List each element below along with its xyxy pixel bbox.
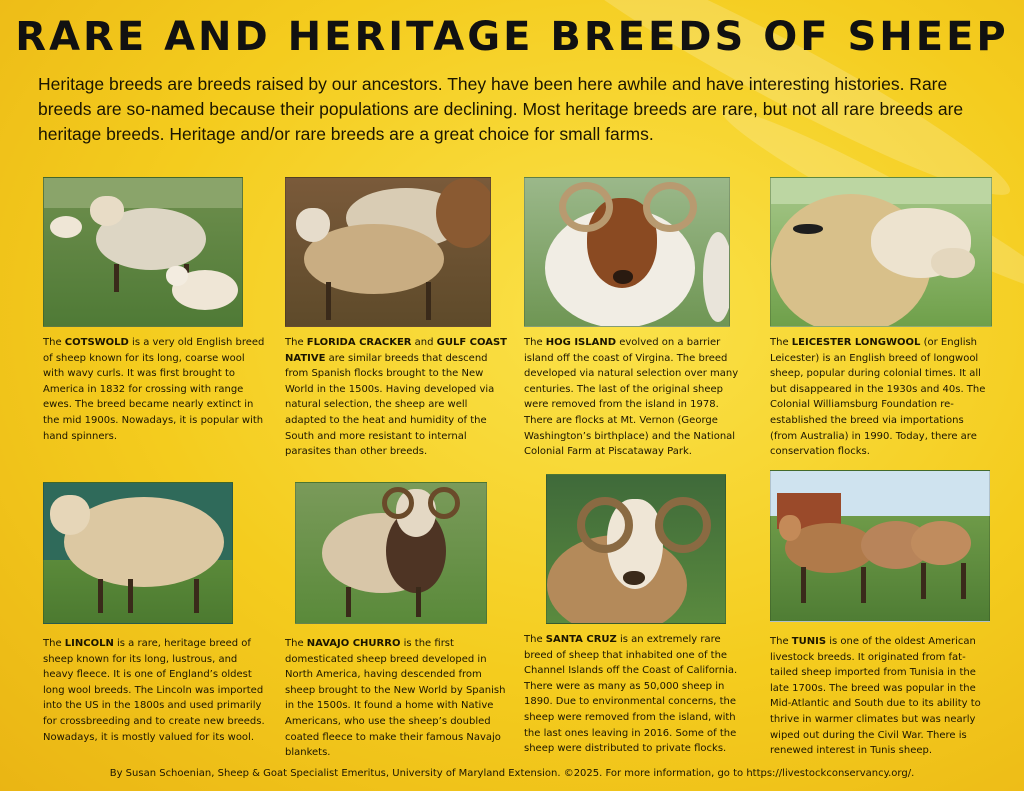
- breed-card-santa-cruz: [524, 474, 746, 757]
- lincoln-photo: [43, 482, 233, 624]
- florida-cracker-caption: The FLORIDA CRACKER and GULF COAST NATIVE are similar breeds that descend from Spanish flocks brought to the New World in the 1500s. Having developed via natural selection, the sheep are well adapted to the heat and humidity of the South and more resistant to internal parasites than other breeds.: [285, 337, 507, 458]
- hog-island-photo: [524, 177, 730, 327]
- breed-card-cotswold: [43, 177, 265, 444]
- florida-cracker-photo: [285, 177, 491, 327]
- breed-card-florida-cracker: [285, 177, 507, 460]
- page-title: RARE AND HERITAGE BREEDS OF SHEEP: [15, 14, 1009, 60]
- hog-island-caption: The HOG ISLAND evolved on a barrier island off the coast of Virgina. The breed developed via natural selection over many centuries. The last of the original sheep were removed from the island in 1978. There are flocks at Mt. Vernon (George Washington’s birthplace) and the National Colonial Farm at Piscataway Park.: [524, 337, 739, 458]
- leicester-longwool-photo: [770, 177, 992, 327]
- breed-card-tunis: [770, 470, 992, 759]
- lincoln-caption: The LINCOLN is a rare, heritage breed of sheep known for its long, lustrous, and heavy fleece. It is one of England’s oldest long wool breeds. The Lincoln was imported into the US in the 1800s and used primarily for crossbreeding and to create new breeds. Nowadays, it is mostly valued for its wool.: [43, 638, 265, 743]
- breed-card-hog-island: [524, 177, 746, 460]
- leicester-longwool-caption: The LEICESTER LONGWOOL (or English Leicester) is an English breed of longwool sheep, popular during colonial times. It all but disappeared in the 1930s and 40s. The Colonial Williamsburg Foundation re-established the breed via importations (from Australia) in 1990. Today, there are conservation flocks.: [770, 337, 986, 458]
- navajo-churro-photo: [295, 482, 487, 624]
- breed-card-navajo-churro: [285, 482, 507, 761]
- santa-cruz-photo: [546, 474, 726, 624]
- santa-cruz-caption: The SANTA CRUZ is an extremely rare breed of sheep that inhabited one of the Channel Islands off the Coast of California. There were as many as 50,000 sheep in 1890. Due to environmental concerns, the sheep were removed from the island, with the last ones leaving in 2016. Some of the sheep were distributed to private flocks.: [524, 634, 738, 755]
- breed-card-lincoln: [43, 482, 265, 745]
- footer-credit: By Susan Schoenian, Sheep & Goat Specialist Emeritus, University of Maryland Extension. ©2025. For more information, go to https://livestockconservancy.org/.: [109, 768, 915, 779]
- tunis-caption: The TUNIS is one of the oldest American livestock breeds. It originated from fat-tailed sheep imported from Tunisia in the late 1700s. The breed was popular in the Mid-Atlantic and South due to its ability to thrive in warmer climates but was nearly wiped out during the Civil War. There is renewed interest in Tunis sheep.: [770, 636, 981, 757]
- navajo-churro-caption: The NAVAJO CHURRO is the first domesticated sheep breed developed in North America, having descended from sheep brought to the New World by Spanish in the 1500s. It found a home with Native Americans, who use the sheep’s doubled coated fleece to make their famous Navajo blankets.: [285, 638, 506, 759]
- intro-paragraph: Heritage breeds are breeds raised by our ancestors. They have been here awhile and have interesting histories. Rare breeds are so-named because their populations are declining. Most heritage breeds are rare, but not all rare breeds are heritage breeds. Heritage and/or rare breeds are a great choice for small farms.: [38, 74, 964, 144]
- cotswold-caption: The COTSWOLD is a very old English breed of sheep known for its long, coarse wool with wavy curls. It was first brought to America in 1832 for crossing with range ewes. The breed became nearly extinct in the mid 1900s. Nowadays, it is popular with hand spinners.: [43, 337, 265, 442]
- cotswold-photo: [43, 177, 243, 327]
- breed-card-leicester-longwool: [770, 177, 992, 460]
- tunis-photo: [770, 470, 990, 622]
